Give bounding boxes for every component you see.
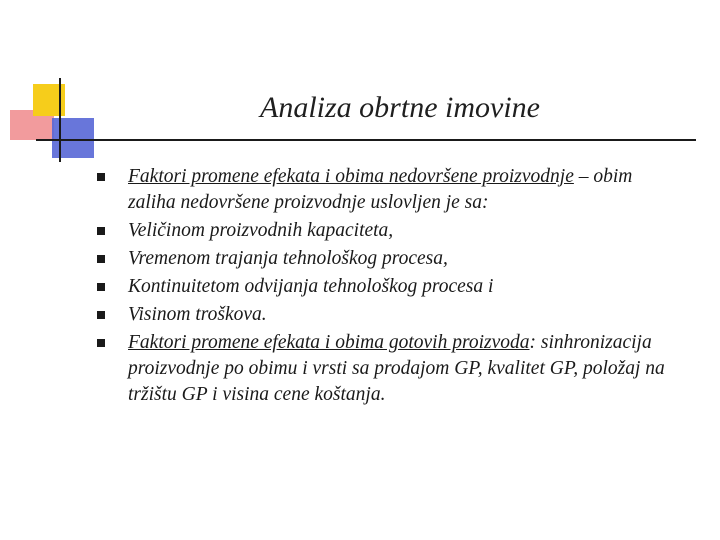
title-underline-divider: [36, 139, 696, 141]
bullet-item: [0, 246, 720, 272]
bullet-text: Kontinuitetom odvijanja tehnološkog procesa i: [128, 276, 494, 297]
bullet-text: Visinom troškova.: [128, 304, 267, 325]
bullet-item: [0, 164, 720, 216]
bullet-text: – obim zaliha nedovršene proizvodnje uslovljen je sa:: [128, 166, 633, 213]
bullet-item: [0, 302, 720, 328]
square-bullet-icon: [97, 173, 105, 181]
square-bullet-icon: [97, 283, 105, 291]
square-bullet-icon: [97, 227, 105, 235]
bullet-underlined-text: Faktori promene efekata i obima gotovih proizvoda: [128, 332, 530, 353]
bullet-item: [0, 274, 720, 300]
bullet-text: : sinhronizacija proizvodnje po obimu i vrsti sa prodajom GP, kvalitet GP, položaj na tržištu GP i visina cene koštanja.: [128, 332, 665, 405]
bullet-underlined-text: Faktori promene efekata i obima nedovršene proizvodnje: [128, 166, 574, 187]
square-bullet-icon: [97, 255, 105, 263]
square-bullet-icon: [97, 311, 105, 319]
bullet-text: Veličinom proizvodnih kapaciteta,: [128, 220, 394, 241]
square-bullet-icon: [97, 339, 105, 347]
bullet-item: [0, 218, 720, 244]
bullet-text: Vremenom trajanja tehnološkog procesa,: [128, 248, 448, 269]
bullet-item: [0, 330, 720, 408]
logo-vertical-line: [59, 78, 61, 162]
slide-title: Analiza obrtne imovine: [260, 91, 540, 124]
bullet-list: [0, 164, 720, 410]
